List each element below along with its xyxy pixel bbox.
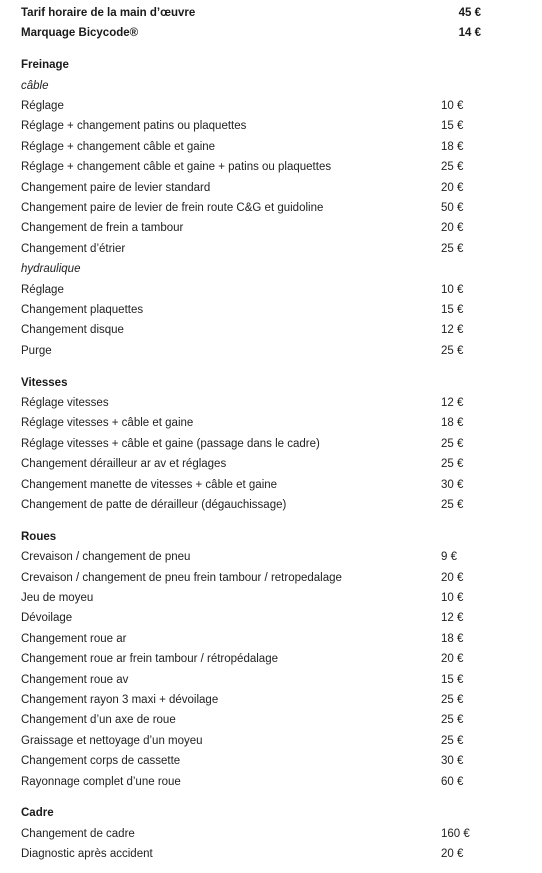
item-price: 14 € [458,27,481,40]
item-price: 10 € [441,592,464,605]
price-row [21,198,481,218]
item-label: Changement dérailleur ar av et réglages [21,458,227,471]
price-row [21,731,481,751]
item-label: Changement plaquettes [21,303,144,316]
item-price: 12 € [441,324,464,337]
price-row [21,495,481,515]
item-label: Diagnostic après accident [21,848,153,861]
price-row [21,547,481,567]
item-price: 25 € [441,344,464,357]
price-row [21,434,481,454]
price-row [21,178,481,198]
sections-container [21,55,481,864]
item-label: Jeu de moyeu [21,592,94,605]
item-label: Réglage + changement câble et gaine + patins ou plaquettes [21,161,332,174]
item-price: 18 € [441,140,464,153]
item-price: 45 € [458,7,481,19]
item-price: 10 € [441,283,464,296]
item-price: 20 € [441,222,464,235]
item-price: 25 € [441,714,464,727]
item-label: Changement de frein a tambour [21,222,184,235]
item-price: 25 € [441,458,464,471]
price-row [21,137,481,157]
item-label: Rayonnage complet d’une roue [21,775,181,788]
price-row [21,157,481,177]
item-price: 15 € [441,303,464,316]
item-label: Réglage vitesses [21,397,109,410]
price-row [21,475,481,495]
item-price: 9 € [441,551,457,564]
item-price: 20 € [441,848,464,861]
price-row [21,772,481,792]
item-label: Crevaison / changement de pneu [21,551,191,564]
price-row [21,670,481,690]
item-label: Réglage vitesses + câble et gaine (passage dans le cadre) [21,437,320,450]
item-price: 30 € [441,755,464,768]
subsection-title: hydraulique [21,263,81,276]
item-price: 60 € [441,775,464,788]
item-label: Réglage [21,100,64,113]
price-row [21,393,481,413]
price-row [21,649,481,669]
item-label: Purge [21,344,52,357]
item-price: 12 € [441,612,464,625]
item-price: 30 € [441,478,464,491]
item-label: Changement de patte de dérailleur (dégauchissage) [21,498,287,511]
price-row [21,608,481,628]
item-price: 15 € [441,673,464,686]
item-label: Graissage et nettoyage d’un moyeu [21,734,203,747]
item-label: Réglage + changement câble et gaine [21,140,216,153]
item-price: 25 € [441,734,464,747]
item-price: 25 € [441,498,464,511]
section-title-cadre: Cadre [21,807,54,820]
price-row [21,341,481,361]
price-row [21,116,481,136]
price-row [21,824,481,844]
item-price: 10 € [441,100,464,113]
item-label: Changement de cadre [21,827,135,840]
item-label: Changement roue ar frein tambour / rétropédalage [21,653,278,666]
item-price: 25 € [441,161,464,174]
price-row [21,218,481,238]
item-label: Changement roue av [21,673,129,686]
price-row [21,568,481,588]
item-price: 15 € [441,120,464,133]
price-row [21,844,481,864]
price-row [21,280,481,300]
item-price: 50 € [441,202,464,215]
section-title-freinage: Freinage [21,59,69,72]
section-title-vitesses: Vitesses [21,376,68,389]
item-price: 18 € [441,417,464,430]
item-label: Changement corps de cassette [21,755,181,768]
price-row [21,690,481,710]
price-table [21,3,481,865]
price-row [21,239,481,259]
subsection-title: câble [21,79,49,92]
item-label: Changement rayon 3 maxi + dévoilage [21,694,219,706]
price-row [21,96,481,116]
price-row [21,751,481,771]
item-label: Tarif horaire de la main d’œuvre [21,7,196,19]
item-label: Réglage vitesses + câble et gaine [21,417,194,430]
item-label: Crevaison / changement de pneu frein tambour / retropedalage [21,571,342,584]
item-price: 18 € [441,632,464,645]
price-row [21,300,481,320]
item-label: Dévoilage [21,612,73,625]
item-price: 25 € [441,694,464,706]
section-title-roues: Roues [21,530,57,543]
item-label: Marquage Bicycode® [21,27,139,40]
item-price: 20 € [441,571,464,584]
price-row [21,710,481,730]
item-label: Réglage + changement patins ou plaquettes [21,120,247,133]
item-price: 160 € [441,827,470,840]
item-label: Réglage [21,283,64,296]
item-label: Changement disque [21,324,124,337]
item-price: 25 € [441,437,464,450]
header-row-hourly-rate [21,3,481,23]
price-row [21,413,481,433]
item-label: Changement roue ar [21,632,127,645]
price-row [21,320,481,340]
header-row-bicycode [21,23,481,43]
item-label: Changement d’un axe de roue [21,714,176,727]
item-label: Changement paire de levier standard [21,181,211,194]
price-row [21,588,481,608]
item-label: Changement d’étrier [21,242,126,255]
price-row [21,629,481,649]
item-price: 12 € [441,397,464,410]
price-row [21,454,481,474]
item-label: Changement manette de vitesses + câble et gaine [21,478,278,491]
item-price: 20 € [441,653,464,666]
item-price: 20 € [441,181,464,194]
item-label: Changement paire de levier de frein route C&G et guidoline [21,202,324,215]
item-price: 25 € [441,242,464,255]
